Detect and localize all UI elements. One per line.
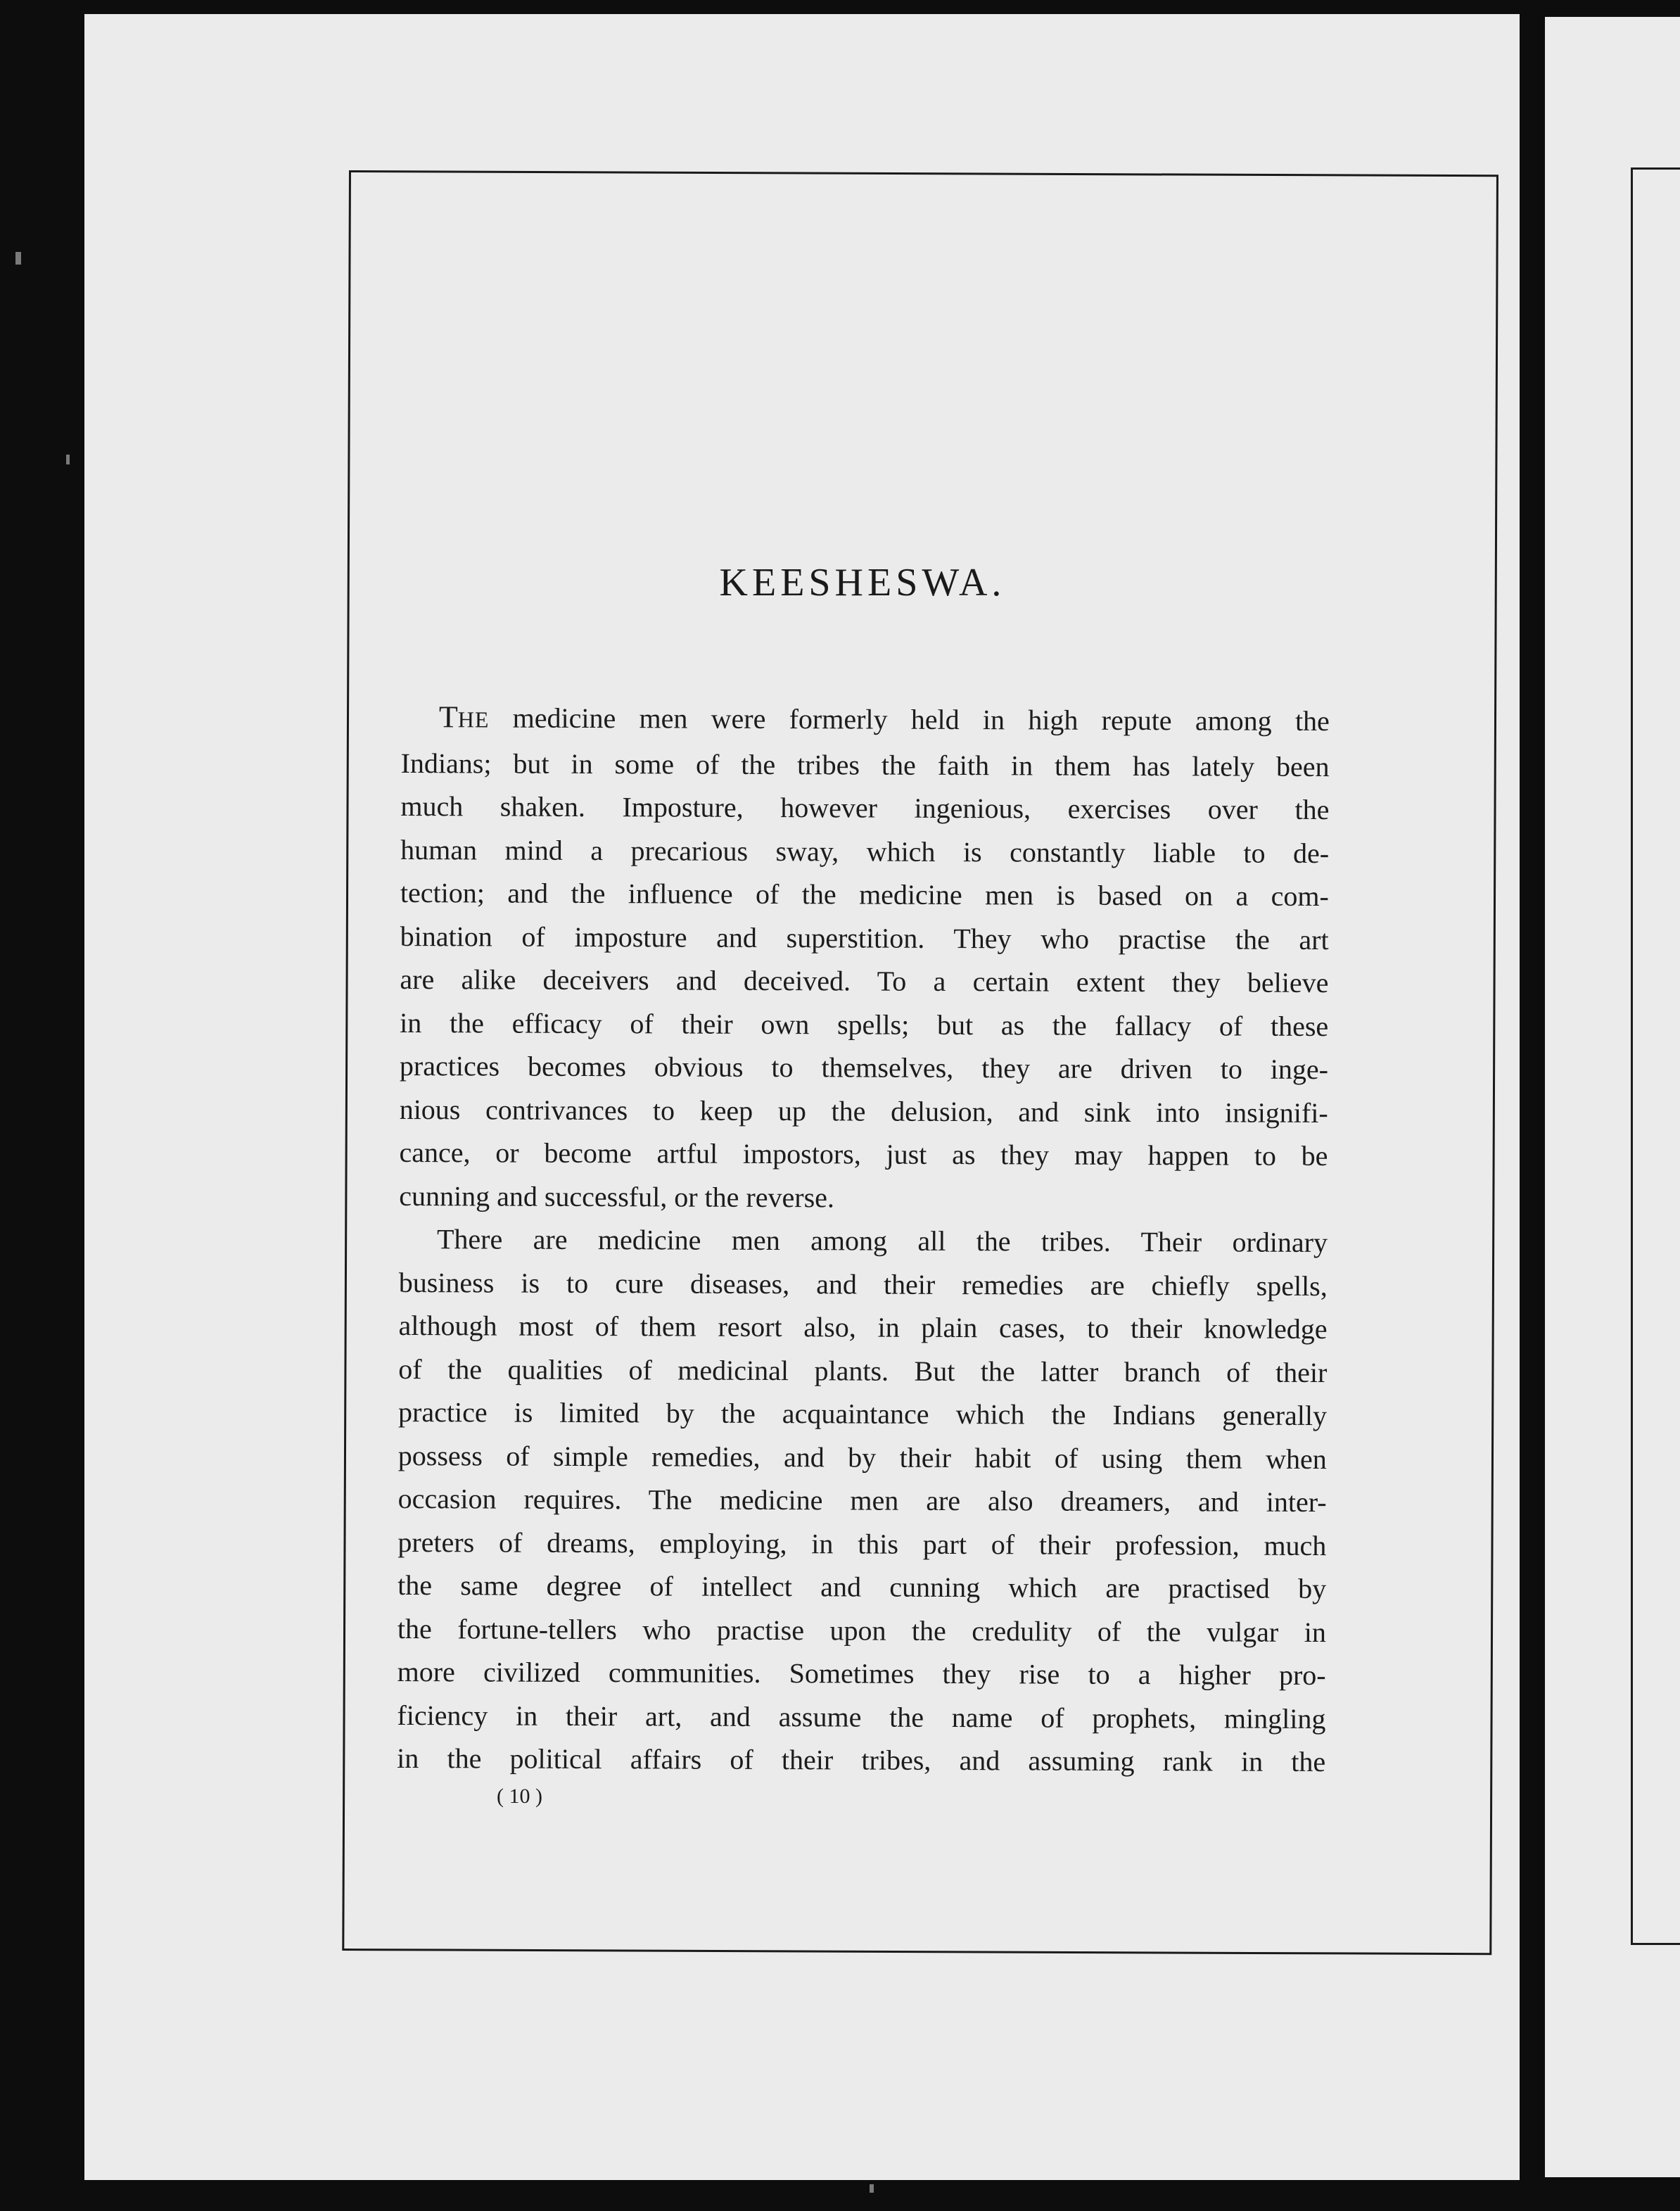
chapter-title: KEESHESWA.: [719, 561, 1006, 604]
text-line: more civilized communities. Sometimes they rise to a higher pro-: [397, 1655, 1326, 1692]
drop-initial: T: [438, 699, 458, 735]
small-caps-word: HE: [457, 707, 490, 733]
scan-speck: [66, 455, 70, 464]
text-line-content: medicine men were formerly held in high repute among the: [489, 702, 1330, 737]
page-number: ( 10 ): [497, 1785, 542, 1808]
text-line: ficiency in their art, and assume the name of prophets, mingling: [397, 1699, 1326, 1735]
text-line: the same degree of intellect and cunning which are practised by: [397, 1569, 1327, 1605]
text-line: Indians; but in some of the tribes the faith in them has lately been: [400, 747, 1330, 783]
text-line: occasion requires. The medicine men are also dreamers, and inter-: [397, 1482, 1327, 1519]
scan-speck: [870, 2184, 874, 2193]
text-line: cunning and successful, or the reverse.: [399, 1179, 835, 1213]
text-line: business is to cure diseases, and their remedies are chiefly spells,: [398, 1266, 1328, 1302]
text-line: much shaken. Imposture, however ingenious, exercises over the: [400, 790, 1330, 826]
text-line: although most of them resort also, in plain cases, to their knowledge: [398, 1309, 1328, 1345]
text-line: practice is limited by the acquaintance which the Indians generally: [398, 1395, 1328, 1432]
text-line: are alike deceivers and deceived. To a certain extent they believe: [400, 963, 1329, 999]
body-text: [397, 695, 1330, 1784]
text-line: practices becomes obvious to themselves, they are driven to inge-: [399, 1049, 1329, 1086]
text-line: preters of dreams, employing, in this part of their profession, much: [397, 1526, 1327, 1561]
text-line: human mind a precarious sway, which is constantly liable to de-: [400, 833, 1330, 869]
text-line: nious contrivances to keep up the delusion, and sink into insignifi-: [399, 1093, 1328, 1129]
scan-speck: [15, 252, 21, 265]
text-line: cance, or become artful impostors, just as they may happen to be: [399, 1136, 1328, 1172]
text-line: tection; and the influence of the medicine men is based on a com-: [400, 876, 1329, 913]
next-page-border-frame: [1631, 167, 1680, 1945]
text-line: possess of simple remedies, and by their habit of using them when: [397, 1439, 1327, 1475]
text-line: [401, 695, 1330, 745]
text-line: the fortune-tellers who practise upon the credulity of the vulgar in: [397, 1612, 1326, 1648]
text-line: There are medicine men among all the tribes. Their ordinary: [436, 1223, 1328, 1259]
text-line: in the efficacy of their own spells; but as the fallacy of these: [400, 1006, 1329, 1042]
text-line: of the qualities of medicinal plants. But the latter branch of their: [398, 1352, 1328, 1388]
text-line: in the political affairs of their tribes, and assuming rank in the: [397, 1742, 1326, 1778]
text-line: bination of imposture and superstition. They who practise the art: [400, 920, 1329, 956]
